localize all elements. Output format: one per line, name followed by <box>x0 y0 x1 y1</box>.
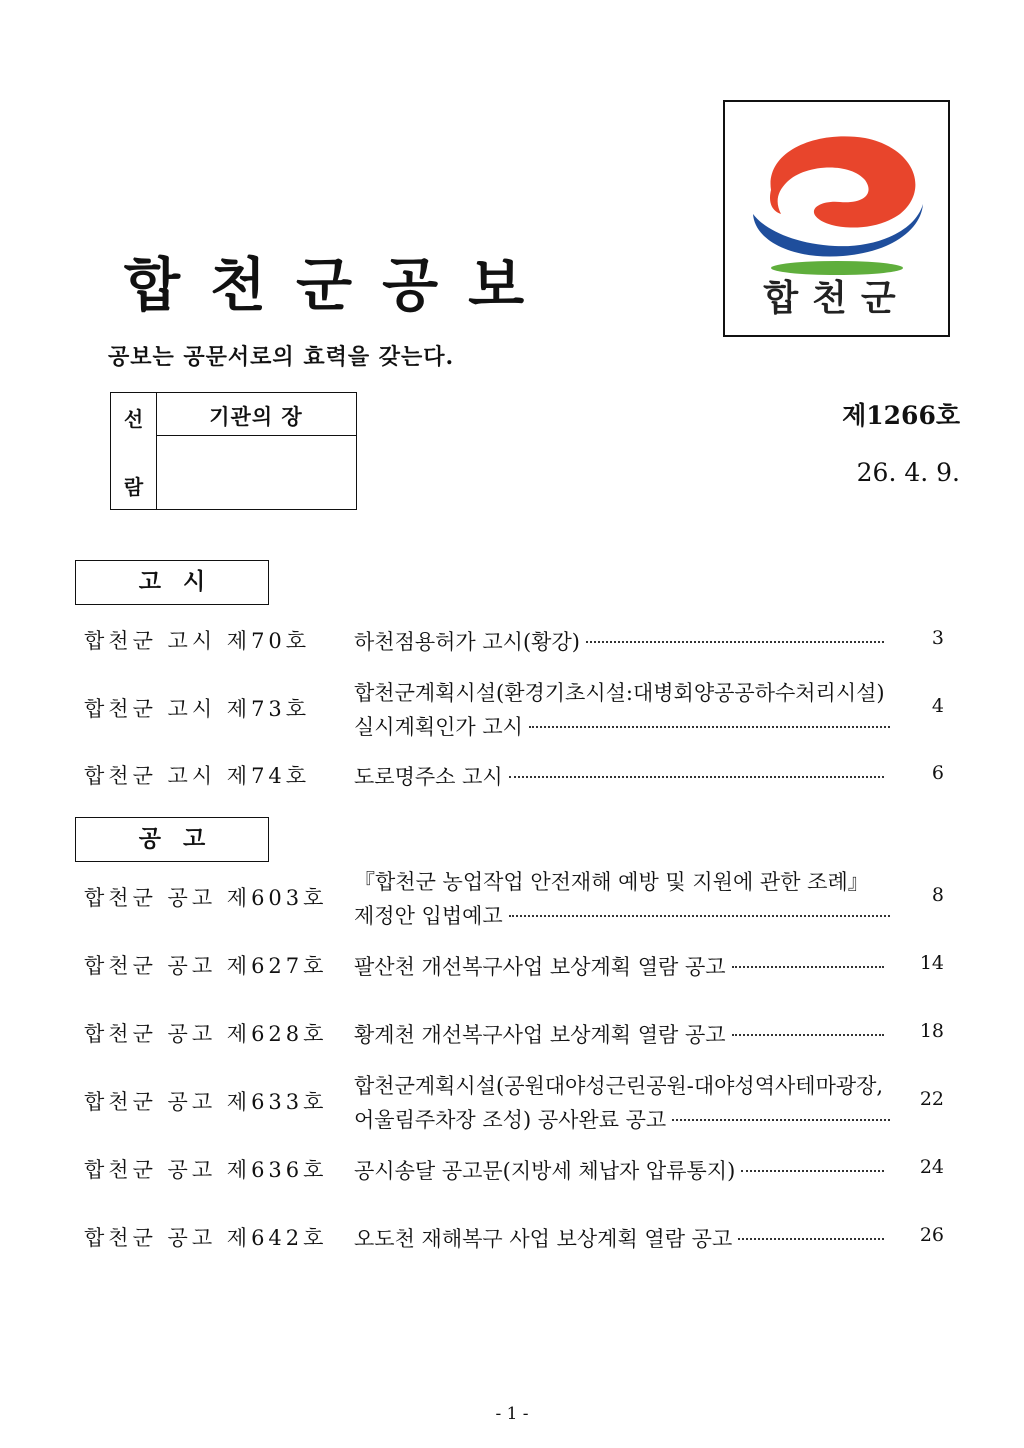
approval-label-top: 선 <box>123 407 144 431</box>
toc-entry[interactable] <box>84 1069 944 1139</box>
toc-agency: 합천군 공고 제603호 <box>84 886 328 910</box>
approval-head: 기관의 장 <box>209 404 303 429</box>
toc-entry[interactable] <box>84 760 944 796</box>
toc-title-line: 합천군계획시설(환경기초시설:대병회양공공하수처리시설) <box>354 681 885 705</box>
toc-page: 26 <box>919 1224 944 1246</box>
toc-entry[interactable] <box>84 625 944 661</box>
issue-date: 26. 4. 9. <box>856 458 960 487</box>
toc-agency: 합천군 공고 제636호 <box>84 1158 328 1182</box>
toc-entry[interactable] <box>84 676 944 746</box>
toc-page: 4 <box>931 695 944 717</box>
toc-agency: 합천군 공고 제628호 <box>84 1022 328 1046</box>
logo-text: 합천군 <box>763 278 910 319</box>
toc-agency: 합천군 고시 제70호 <box>84 629 311 653</box>
toc-page: 14 <box>919 952 944 974</box>
county-logo <box>723 100 950 337</box>
toc-title-line: 『합천군 농업작업 안전재해 예방 및 지원에 관한 조례』 <box>354 870 869 894</box>
toc-title: 팔산천 개선복구사업 보상계획 열람 공고 <box>354 955 726 979</box>
toc-page: 6 <box>931 762 944 784</box>
toc-entry[interactable] <box>84 1222 944 1258</box>
toc-page: 24 <box>919 1156 944 1178</box>
toc-title: 도로명주소 고시 <box>354 765 503 789</box>
section-notice-heading: 고시 <box>75 560 269 605</box>
toc-page: 3 <box>931 627 944 649</box>
page-number: - 1 - <box>495 1404 529 1424</box>
toc-agency: 합천군 공고 제633호 <box>84 1090 328 1114</box>
toc-page: 8 <box>931 884 944 906</box>
approval-label-bottom: 람 <box>123 475 144 499</box>
toc-entry[interactable] <box>84 950 944 986</box>
toc-agency: 합천군 고시 제73호 <box>84 697 311 721</box>
toc-agency: 합천군 공고 제627호 <box>84 954 328 978</box>
toc-title: 공시송달 공고문(지방세 체납자 압류통지) <box>354 1159 736 1183</box>
toc-title-line: 어울림주차장 조성) 공사완료 공고 <box>354 1108 667 1132</box>
toc-title-line: 제정안 입법예고 <box>354 904 503 928</box>
toc-agency: 합천군 공고 제642호 <box>84 1226 328 1250</box>
toc-agency: 합천군 고시 제74호 <box>84 764 311 788</box>
toc-title: 황계천 개선복구사업 보상계획 열람 공고 <box>354 1023 726 1047</box>
toc-title: 오도천 재해복구 사업 보상계획 열람 공고 <box>354 1227 733 1251</box>
toc-page: 18 <box>919 1020 944 1042</box>
page-title: 합천군공보 <box>124 251 555 319</box>
section-announce-heading: 공고 <box>75 817 269 862</box>
toc-title-line: 실시계획인가 고시 <box>354 715 523 739</box>
issue-number: 제1266호 <box>842 401 960 430</box>
toc-entry[interactable] <box>84 1018 944 1054</box>
toc-title-line: 합천군계획시설(공원대야성근린공원-대야성역사테마광장, <box>354 1074 884 1098</box>
toc-entry[interactable] <box>84 865 944 935</box>
subtitle: 공보는 공문서로의 효력을 갖는다. <box>108 344 455 370</box>
approval-box <box>110 392 357 510</box>
toc-entry[interactable] <box>84 1154 944 1190</box>
toc-page: 22 <box>919 1088 944 1110</box>
toc-title: 하천점용허가 고시(황강) <box>354 630 580 654</box>
